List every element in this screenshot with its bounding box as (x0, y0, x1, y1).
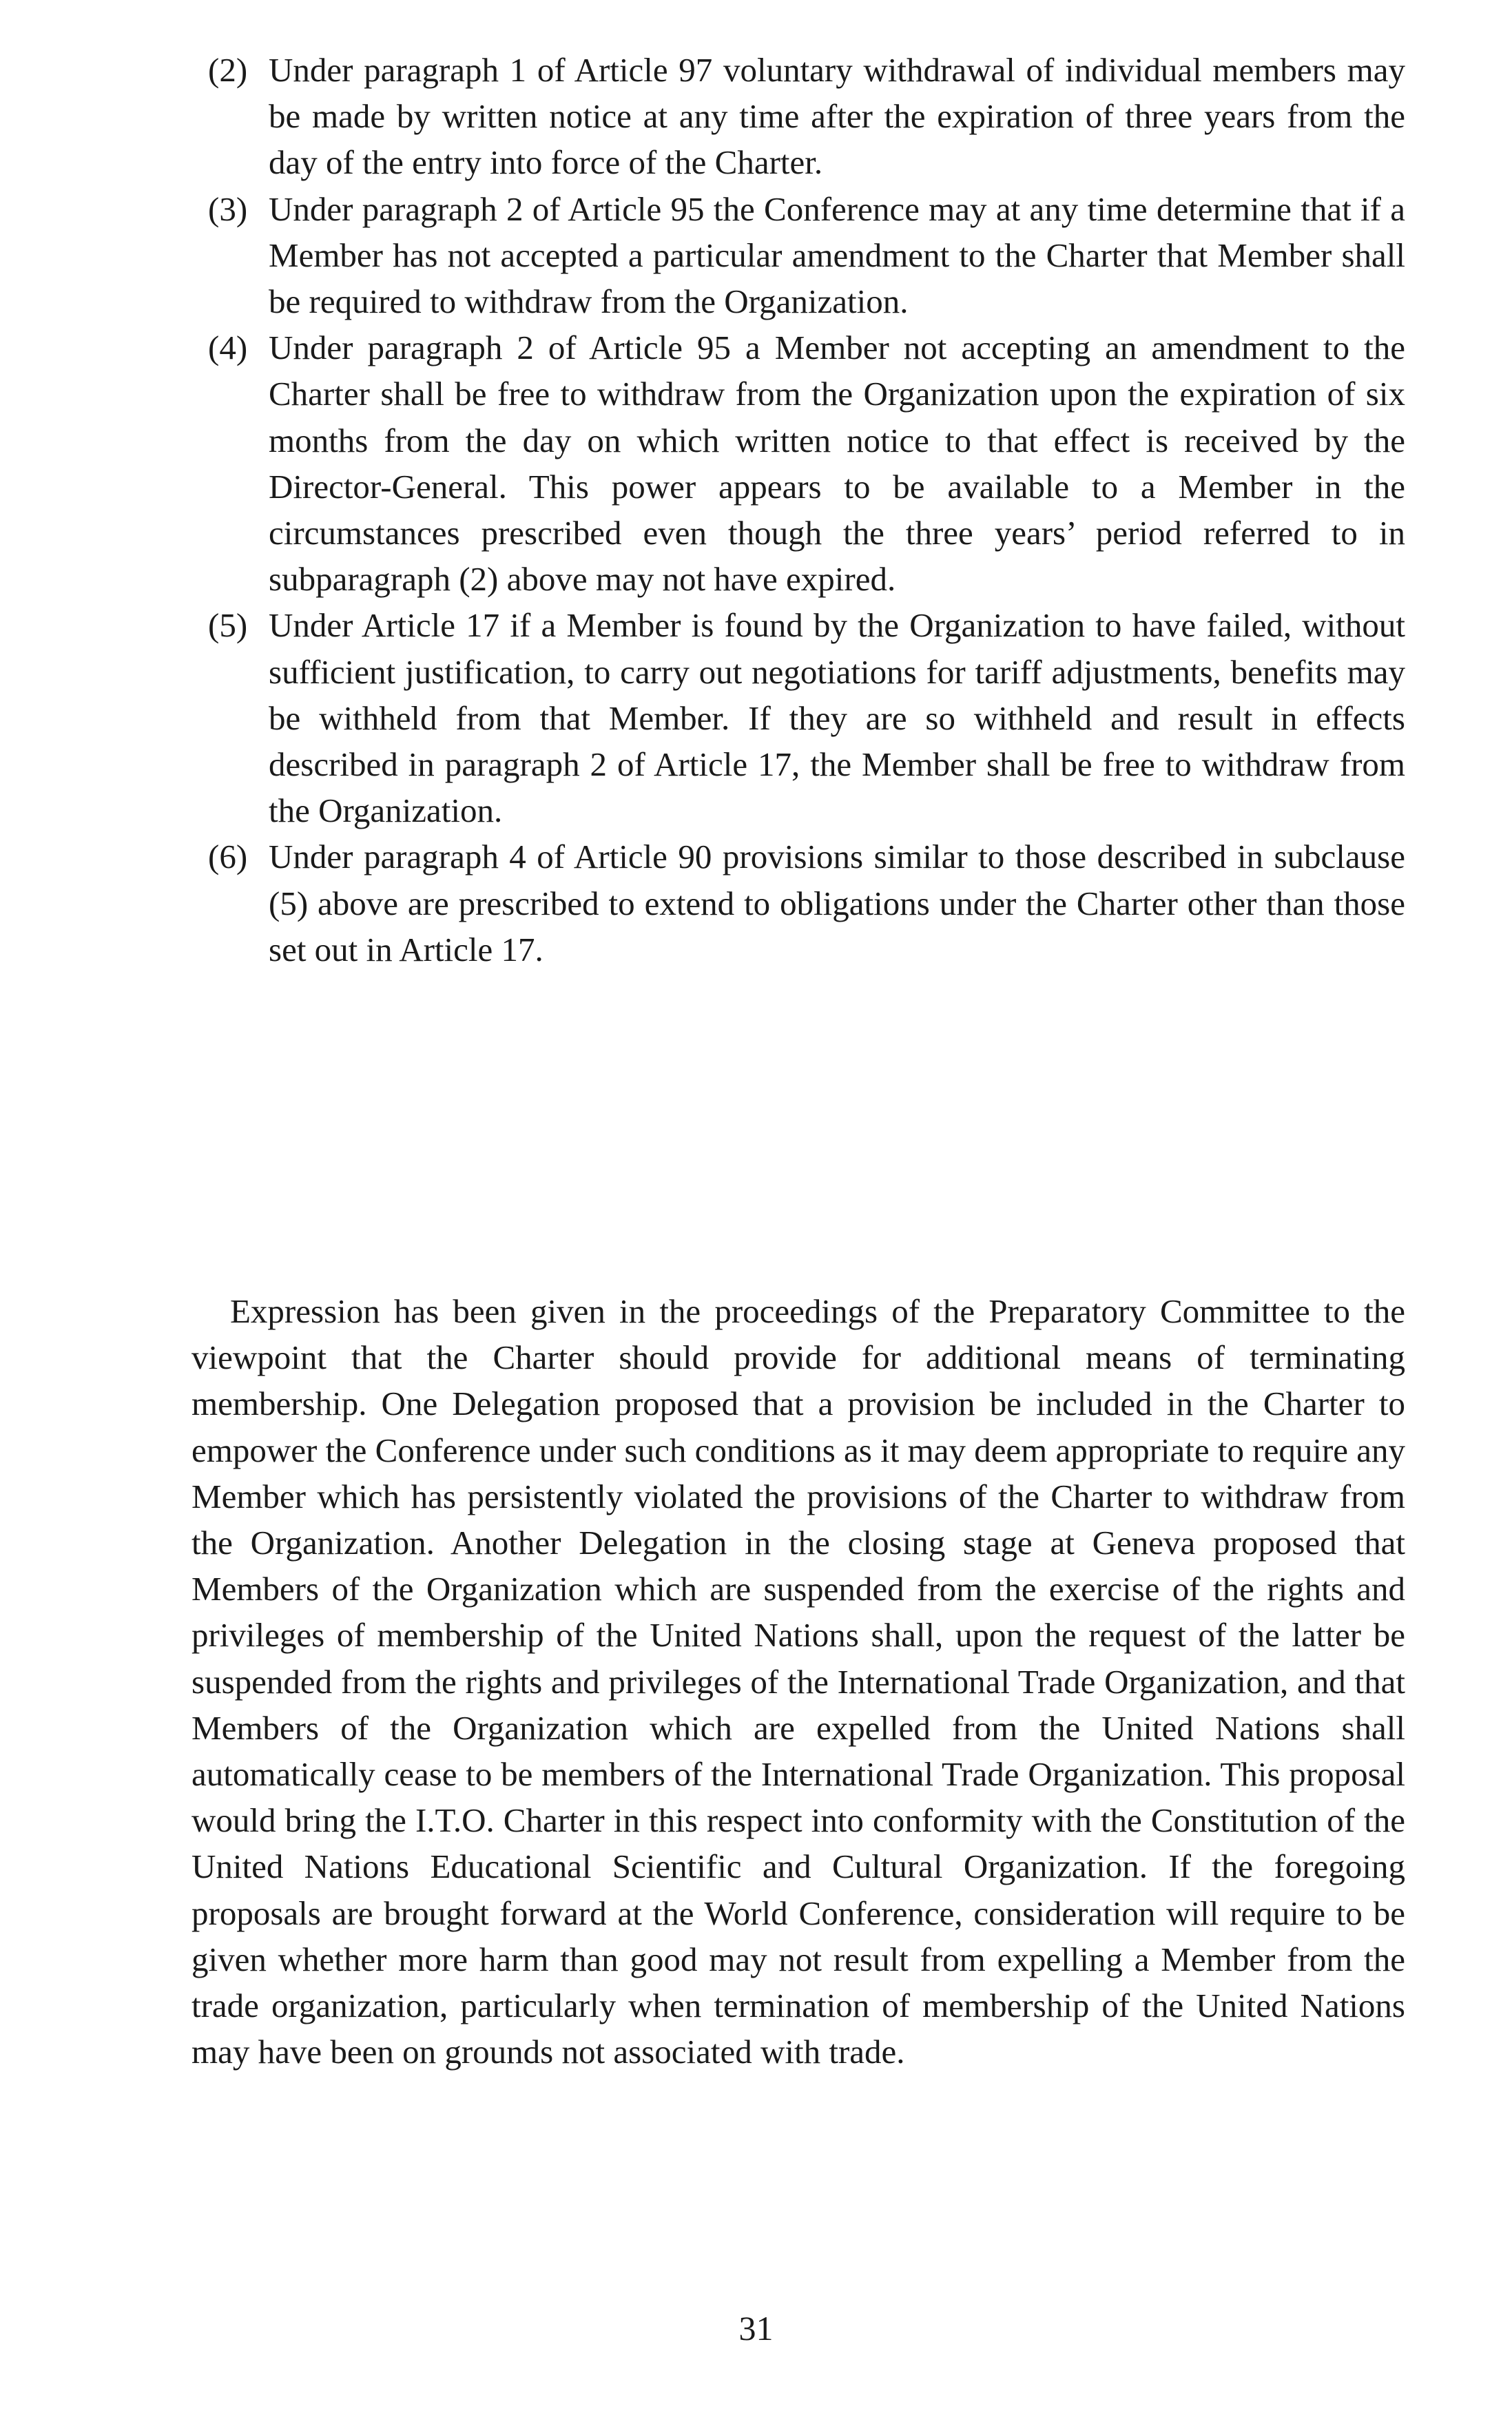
item-text: Under paragraph 4 of Article 90 provisions similar to those described in subclause (5) above are prescribed to extend to obligations under the Charter other than those set out in Article 17. (269, 838, 1405, 968)
item-text: Under Article 17 if a Member is found by the Organization to have failed, without sufficient justification, to carry out negotiations for tariff adjustments, benefits may be withheld from that Member. If they are so withheld and result in effects described in paragraph 2 of Article 17, the Member shall be free to withdraw from the Organization. (269, 606, 1405, 830)
body-paragraph: Expression has been given in the proceedings of the Preparatory Committee to the viewpoint that the Charter should provide for additional means of terminating membership. One Delegation proposed that a provision be included in the Charter to empower the Conference under such conditions as it may deem appropriate to require any Member which has persistently violated the provisions of the Charter to withdraw from the Organization. Another Delegation in the closing stage at Geneva proposed that Members of the Organization which are suspended from the exercise of the rights and privileges of membership of the United Nations shall, upon the request of the latter be suspended from the rights and privileges of the International Trade Organization, and that Members of the Organization which are expelled from the United Nations shall automatically cease to be members of the International Trade Organization. This proposal would bring the I.T.O. Charter in this respect into conformity with the Constitution of the United Nations Educational Scientific and Cultural Organization. If the foregoing proposals are brought forward at the World Conference, consideration will require to be given whether more harm than good may not result from expelling a Member from the trade organization, particularly when termination of membership of the United Nations may have been on grounds not associated with trade. (191, 1292, 1406, 2071)
list-item (191, 324, 1405, 602)
item-text: Under paragraph 2 of Article 95 a Member not accepting an amendment to the Charter shall be free to withdraw from the Organization upon the expiration of six months from the day on which written notice to that effect is received by the Director-General. This power appears to be available to a Member in the circumstances prescribed even though the three years’ period referred to in subparagraph (2) above may not have expired. (269, 329, 1405, 599)
item-number: (2) (208, 51, 248, 89)
list-item (191, 47, 1405, 186)
numbered-items (191, 47, 1405, 973)
list-item (191, 833, 1405, 973)
list-item (191, 602, 1405, 833)
page-number: 31 (738, 2309, 774, 2348)
item-text: Under paragraph 2 of Article 95 the Conference may at any time determine that if a Member has not accepted a particular amendment to the Charter that Member shall be required to withdraw from the Organization. (269, 189, 1405, 321)
item-number: (6) (208, 838, 248, 876)
item-number: (3) (208, 189, 248, 228)
item-number: (4) (208, 329, 248, 367)
list-item (191, 186, 1405, 325)
item-text: Under paragraph 1 of Article 97 voluntary withdrawal of individual members may be made by written notice at any time after the expiration of three years from the day of the entry into force of the Charter. (269, 51, 1405, 182)
item-number: (5) (208, 606, 248, 645)
